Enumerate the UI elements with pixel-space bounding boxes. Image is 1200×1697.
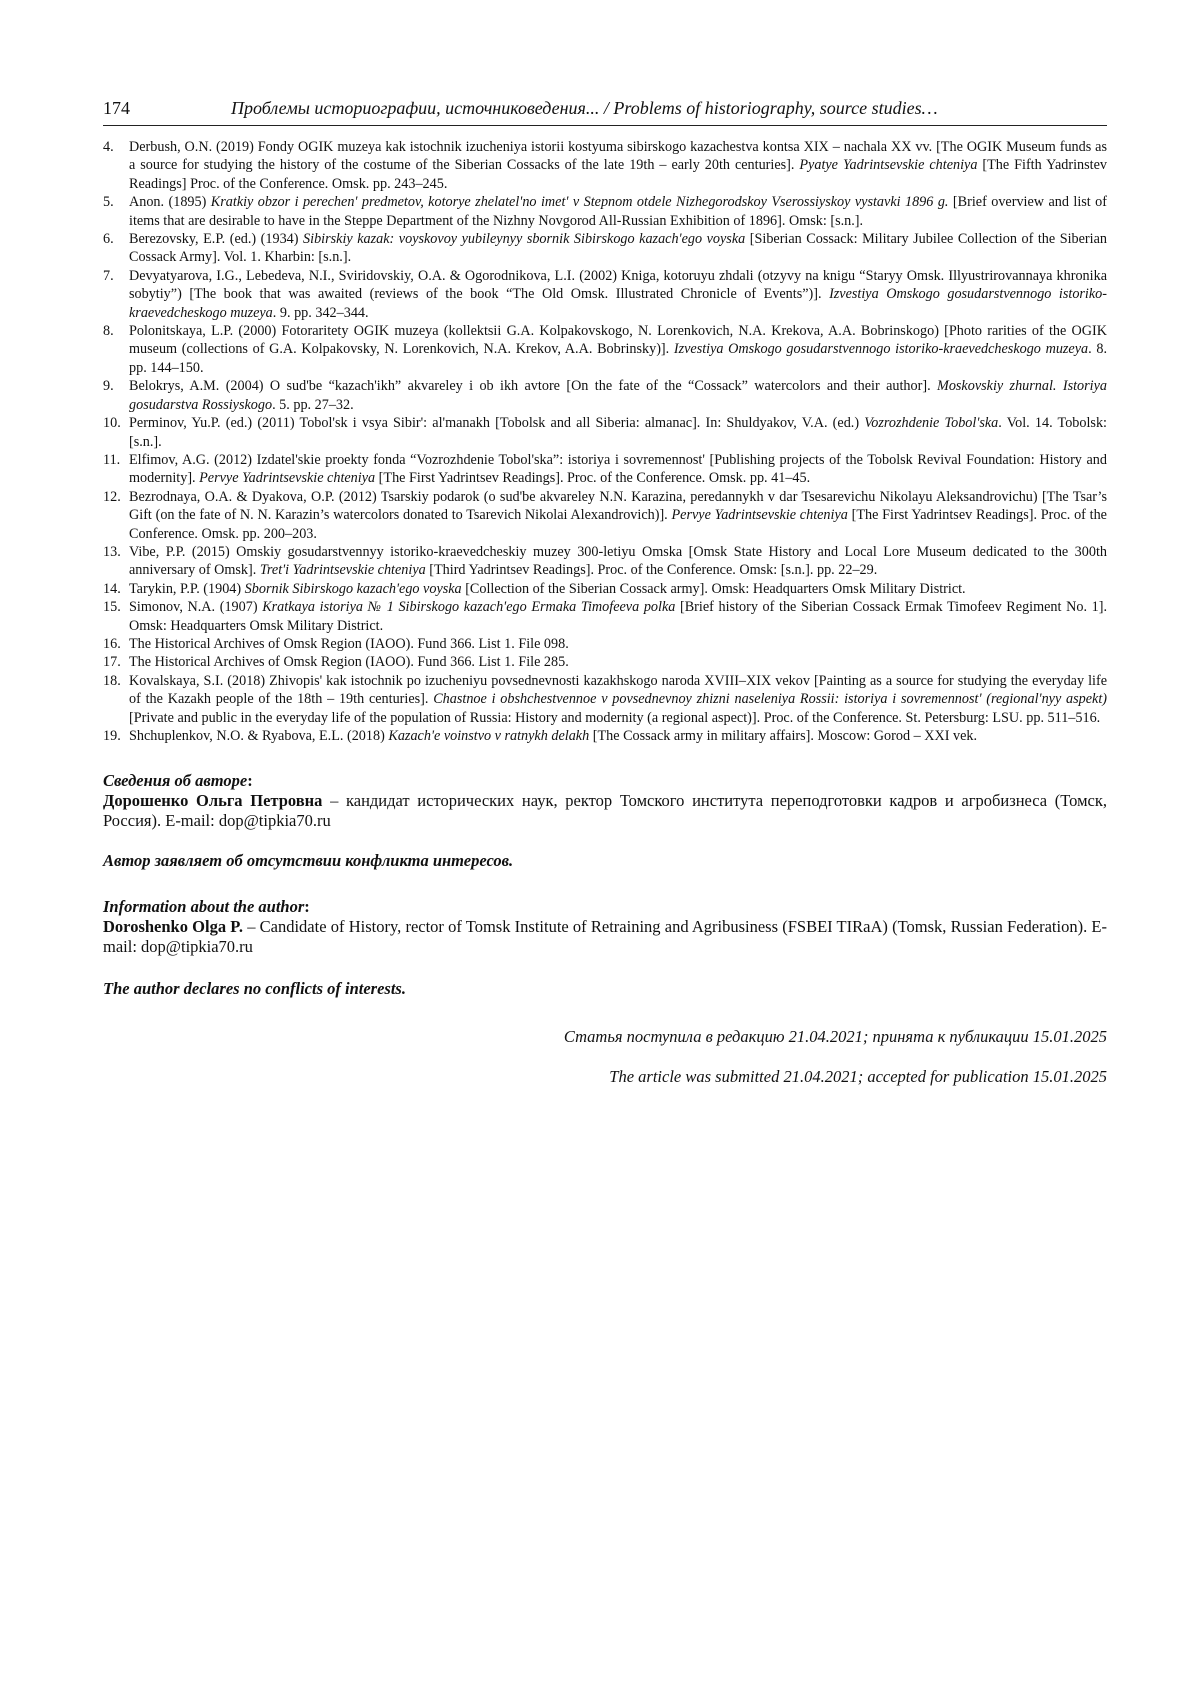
reference-segment: Devyatyarova, I.G., Lebedeva, N.I., Sviridovskiy, O.A. & Ogorodnikova, L.I. (2002) Kniga, kotoruyu zhdali (otzyvy na knigu “Staryy Omsk. Illyustrirovannaya khronika sobytiy”) [The book that was awaited (reviews of the book “The Old Omsk. Illustrated Chronicle of Events”)].	[129, 267, 1107, 303]
reference-segment: [Third Yadrintsev Readings]. Proc. of the Conference. Omsk: [s.n.]. pp. 22–29.	[425, 562, 878, 579]
reference-item	[103, 635, 1107, 653]
reference-item	[103, 488, 1107, 543]
reference-title: Kazach'e voinstvo v ratnykh delakh	[388, 728, 590, 744]
reference-number: 5.	[103, 194, 114, 211]
reference-segment: Shchuplenkov, N.O. & Ryabova, E.L. (2018)	[129, 728, 389, 744]
reference-number: 7.	[103, 267, 114, 284]
conflict-statement-en: The author declares no conflicts of interests.	[103, 979, 406, 999]
running-title: Проблемы историографии, источниковедения... / Problems of historiography, source studies…	[231, 98, 938, 118]
reference-number: 4.	[103, 139, 114, 155]
reference-segment: [Private and public in the everyday life of the population of Russia: History and modernity (a regional aspect)]. Proc. of the Conference. St. Petersburg: LSU. pp. 511–516.	[129, 709, 1101, 726]
reference-text	[129, 138, 1107, 193]
reference-item	[103, 138, 1107, 193]
reference-number: 18.	[103, 672, 121, 689]
reference-title: Moskovskiy zhurnal. Istoriya gosudarstva Rossiyskogo	[129, 378, 1107, 413]
reference-text	[129, 414, 1107, 451]
reference-item	[103, 322, 1107, 377]
author-details-en: – Candidate of History, rector of Tomsk Institute of Retraining and Agribusiness (FSBEI TIRaA) (Tomsk, Russian Federation). E-mail: dop@tipkia70.ru	[103, 917, 1107, 957]
reference-number: 15.	[103, 599, 121, 616]
reference-segment: [Brief overview and list of items that are desirable to have in the Steppe Department of the Nizhny Novgorod All-Russian Exhibition of 1896]. Omsk: [s.n.].	[129, 194, 1108, 229]
reference-item	[103, 727, 1107, 745]
reference-segment: . 9. pp. 342–344.	[272, 304, 369, 321]
reference-segment: Derbush, O.N. (2019) Fondy OGIK muzeya kak istochnik izucheniya istorii kostyuma sibirskogo kazachestva kontsa XIX – nachala XX vv. [The OGIK Museum funds as a source for studying the history of the costume of the Siberian Cossacks of the late 19th – early 20th centuries].	[129, 139, 1107, 174]
reference-segment: [Collection of the Siberian Cossack army]. Omsk: Headquarters Omsk Military District.	[461, 580, 966, 597]
reference-item	[103, 653, 1107, 671]
reference-title: Izvestiya Omskogo gosudarstvennogo istoriko-kraevedcheskogo muzeya	[673, 341, 1089, 358]
reference-number: 13.	[103, 543, 121, 560]
reference-item	[103, 598, 1107, 635]
author-name-en: Doroshenko Olga P.	[103, 917, 243, 937]
reference-text	[129, 230, 1107, 267]
author-info-colon-en: :	[304, 897, 310, 917]
reference-text	[129, 543, 1107, 580]
submission-dates-ru: Статья поступила в редакцию 21.04.2021; принята к публикации 15.01.2025	[563, 1027, 1107, 1047]
author-info-ru	[103, 771, 1107, 831]
reference-text	[129, 653, 1107, 671]
reference-number: 17.	[103, 654, 121, 671]
reference-text	[129, 322, 1107, 377]
reference-number: 11.	[103, 451, 121, 468]
author-name-ru: Дорошенко Ольга Петровна	[103, 791, 323, 811]
reference-segment: Anon. (1895)	[129, 194, 211, 211]
reference-number: 8.	[103, 323, 114, 340]
reference-segment: Elfimov, A.G. (2012) Izdatel'skie proekty fonda “Vozrozhdenie Tobol'ska”: istoriya i sovremennost' [Publishing projects of the Tobolsk Revival Foundation: History and modernity].	[129, 451, 1107, 487]
reference-text	[129, 598, 1107, 635]
reference-segment: [Siberian Cossack: Military Jubilee Collection of the Siberian Cossack Army]. Vol. 1. Kharbin: [s.n.].	[129, 231, 1107, 266]
reference-segment: Vibe, P.P. (2015) Omskiy gosudarstvennyy istoriko-kraevedcheskiy muzey 300-letiyu Omska [Omsk State History and Local Lore Museum dedicated to the 300th anniversary of Omsk].	[129, 543, 1107, 579]
reference-title: Sbornik Sibirskogo kazach'ego voyska	[244, 580, 462, 597]
reference-item	[103, 451, 1107, 488]
conflict-statement-ru: Автор заявляет об отсутствии конфликта интересов.	[103, 851, 514, 871]
reference-number: 10.	[103, 415, 121, 432]
reference-text	[129, 451, 1107, 488]
reference-segment: The Historical Archives of Omsk Region (IAOO). Fund 366. List 1. File 098.	[129, 635, 569, 652]
author-info-label-en: Information about the author	[103, 897, 305, 917]
reference-title: Pervye Yadrintsevskie chteniya	[671, 507, 848, 524]
reference-segment: Bezrodnaya, O.A. & Dyakova, O.P. (2012) Tsarskiy podarok (o sud'be akvareley N.N. Karazina, peredannykh v dar Tsesarevichu Nikolayu Aleksandrovichu) [The Tsar’s Gift (on the fate of N. N. Karazin’s watercolors donated to Tsarevich Nikolai Alexandrovich)].	[129, 488, 1107, 524]
reference-text	[129, 672, 1107, 727]
reference-segment: Polonitskaya, L.P. (2000) Fotoraritety OGIK muzeya (kollektsii G.A. Kolpakovskogo, N. Lorenkovich, N.A. Krekova, A.A. Bobrinskogo) [Photo rarities of the OGIK museum (collections of G.A. Kolpakovsky, N. Lorenkovich, N.A. Krekov, A.A. Bobrinsky)].	[129, 323, 1107, 358]
reference-segment: . 8. pp. 144–150.	[129, 341, 1107, 376]
reference-title: Izvestiya Omskogo gosudarstvennogo istoriko-kraevedcheskogo muzeya	[129, 286, 1107, 321]
reference-segment: The Historical Archives of Omsk Region (IAOO). Fund 366. List 1. File 285.	[129, 654, 569, 671]
reference-item	[103, 414, 1107, 451]
reference-text	[129, 193, 1107, 230]
author-info-label-ru: Сведения об авторе	[103, 771, 248, 791]
reference-item	[103, 193, 1107, 230]
reference-segment: Kovalskaya, S.I. (2018) Zhivopis' kak istochnik po izucheniyu povsednevnosti kazakhskogo naroda XVIII–XIX vekov [Painting as a source for studying the everyday life of the Kazakh people of the 18th – 19th centuries].	[129, 672, 1107, 708]
author-details-ru: – кандидат исторических наук, ректор Томского института переподготовки кадров и агробизнеса (Томск, Россия). E-mail: dop@tipkia70.ru	[103, 791, 1107, 831]
page-header	[103, 98, 1107, 126]
reference-item	[103, 543, 1107, 580]
reference-text	[129, 488, 1107, 543]
reference-title: Pyatye Yadrintsevskie chteniya	[799, 157, 978, 174]
reference-segment: [The First Yadrintsev Readings]. Proc. of the Conference. Omsk. pp. 200–203.	[129, 507, 1107, 542]
reference-segment: [Brief history of the Siberian Cossack Ermak Timofeev Regiment No. 1]. Omsk: Headquarters Omsk Military District.	[129, 599, 1107, 634]
reference-title: Vozrozhdenie Tobol'ska	[864, 415, 999, 432]
reference-number: 12.	[103, 488, 121, 505]
reference-title: Sibirskiy kazak: voyskovoy yubileynyy sbornik Sibirskogo kazach'ego voyska	[303, 231, 746, 248]
reference-text	[129, 727, 1107, 745]
reference-number: 16.	[103, 635, 121, 652]
reference-text	[129, 377, 1107, 414]
reference-segment: [The First Yadrintsev Readings]. Proc. of the Conference. Omsk. pp. 41–45.	[375, 470, 811, 487]
author-info-colon-ru: :	[247, 771, 253, 791]
reference-segment: Perminov, Yu.P. (ed.) (2011) Tobol'sk i vsya Sibir': al'manakh [Tobolsk and all Siberia: almanac]. In: Shuldyakov, V.A. (ed.)	[129, 415, 865, 432]
reference-segment: Simonov, N.A. (1907)	[129, 599, 263, 616]
reference-number: 9.	[103, 378, 114, 395]
reference-title: Kratkiy obzor i perechen' predmetov, kotorye zhelatel'no imet' v Stepnom otdele Nizhegorodskoy Vserossiyskoy vystavki 1896 g.	[210, 194, 949, 211]
author-info-en	[103, 897, 1107, 957]
reference-text	[129, 635, 1107, 653]
reference-title: Tret'i Yadrintsevskie chteniya	[259, 562, 426, 579]
reference-segment: Belokrys, A.M. (2004) O sud'be “kazach'ikh” akvareley i ob ikh avtore [On the fate of the “Cossack” watercolors and their author].	[129, 378, 937, 395]
reference-number: 6.	[103, 231, 114, 248]
reference-number: 14.	[103, 580, 121, 597]
journal-page	[103, 98, 1107, 1087]
reference-title: Chastnoe i obshchestvennoe v povsednevnoy zhizni naseleniya Rossii: istoriya i sovremennost' (regional'nyy aspekt)	[433, 691, 1107, 708]
reference-segment: . 5. pp. 27–32.	[272, 396, 354, 413]
reference-segment: [The Cossack army in military affairs]. Moscow: Gorod – XXI vek.	[589, 728, 978, 744]
reference-title: Kratkaya istoriya № 1 Sibirskogo kazach'ego Ermaka Timofeeva polka	[262, 599, 676, 616]
reference-segment: . Vol. 14. Tobolsk: [s.n.].	[129, 415, 1107, 450]
reference-segment: [The Fifth Yadrinstev Readings] Proc. of the Conference. Omsk. pp. 243–245.	[129, 157, 1107, 192]
reference-item	[103, 580, 1107, 598]
reference-item	[103, 672, 1107, 727]
reference-text	[129, 267, 1107, 322]
reference-item	[103, 230, 1107, 267]
reference-list	[103, 138, 1107, 745]
reference-item	[103, 267, 1107, 322]
reference-item	[103, 377, 1107, 414]
submission-dates-en: The article was submitted 21.04.2021; accepted for publication 15.01.2025	[609, 1067, 1107, 1087]
reference-title: Pervye Yadrintsevskie chteniya	[199, 470, 376, 487]
reference-number: 19.	[103, 728, 121, 744]
reference-segment: Tarykin, P.P. (1904)	[129, 580, 245, 597]
reference-text	[129, 580, 1107, 598]
page-number: 174	[103, 98, 130, 118]
reference-segment: Berezovsky, E.P. (ed.) (1934)	[129, 231, 304, 248]
